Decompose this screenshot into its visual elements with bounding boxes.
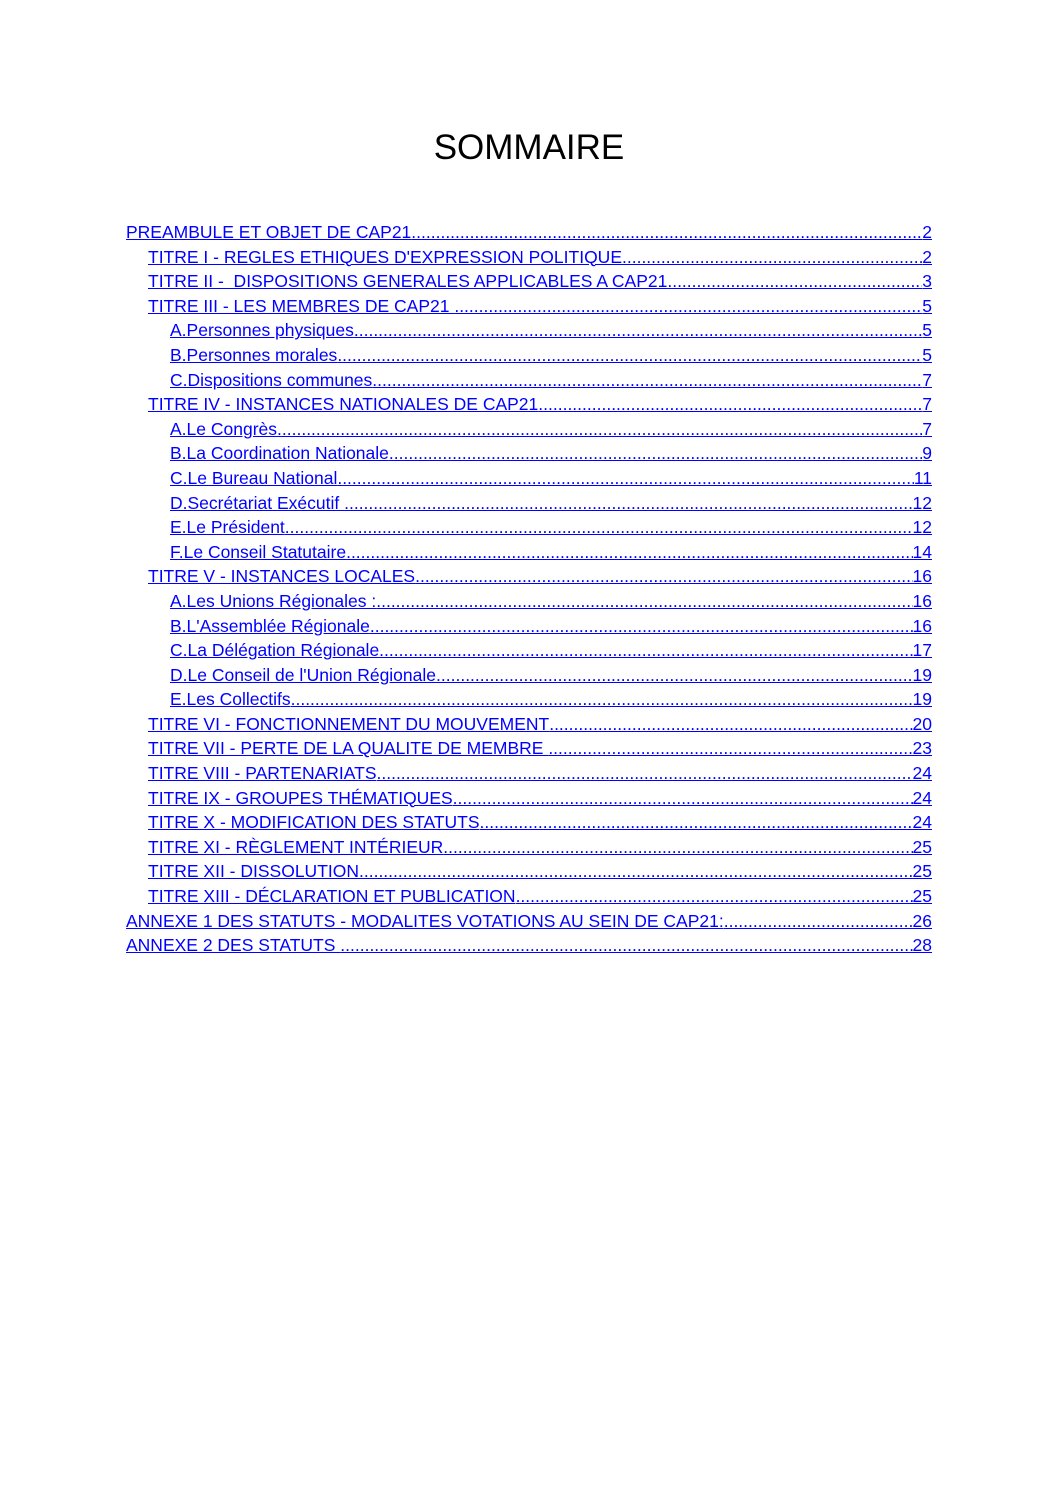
toc-entry-title: B.La Coordination Nationale xyxy=(170,443,389,464)
toc-entry[interactable] xyxy=(126,466,932,491)
toc-page-number: 2 xyxy=(922,246,932,267)
toc-page-number: 7 xyxy=(922,369,932,390)
toc-page-number: 24 xyxy=(912,763,932,784)
toc-dot-leader xyxy=(724,909,913,934)
toc-page-number: 24 xyxy=(912,787,932,808)
toc-entry-title: TITRE XI - RÈGLEMENT INTÉRIEUR xyxy=(148,836,444,857)
toc-entry[interactable] xyxy=(126,368,932,393)
toc-dot-leader xyxy=(389,441,922,466)
toc-page-number: 25 xyxy=(912,886,932,907)
toc-entry[interactable] xyxy=(126,786,932,811)
toc-dot-leader xyxy=(372,368,922,393)
toc-dot-leader xyxy=(377,761,913,786)
toc-entry-title: PREAMBULE ET OBJET DE CAP21 xyxy=(126,222,412,242)
toc-entry-title: C.La Délégation Régionale xyxy=(170,640,380,661)
toc-dot-leader xyxy=(411,220,922,245)
toc-entry-title: D.Secrétariat Exécutif xyxy=(170,492,345,513)
toc-entry[interactable] xyxy=(126,687,932,712)
toc-dot-leader xyxy=(415,564,912,589)
toc-entry-title: A.Les Unions Régionales : xyxy=(170,590,377,611)
toc-entry[interactable] xyxy=(126,441,932,466)
toc-page-number: 3 xyxy=(922,271,932,292)
table-of-contents xyxy=(126,220,932,958)
toc-entry[interactable] xyxy=(126,417,932,442)
toc-dot-leader xyxy=(667,269,922,294)
toc-dot-leader xyxy=(285,515,913,540)
toc-entry[interactable] xyxy=(126,294,932,319)
toc-page-number: 16 xyxy=(912,590,932,611)
toc-entry-title: TITRE IX - GROUPES THÉMATIQUES xyxy=(148,787,453,808)
toc-page-number: 17 xyxy=(912,640,932,661)
toc-entry-title: TITRE VIII - PARTENARIATS xyxy=(148,763,377,784)
toc-entry-title: D.Le Conseil de l'Union Régionale xyxy=(170,664,437,685)
toc-entry[interactable] xyxy=(126,859,932,884)
toc-entry[interactable] xyxy=(126,909,932,934)
toc-page-number: 24 xyxy=(912,812,932,833)
toc-entry-title: B.Personnes morales xyxy=(170,344,338,365)
toc-entry[interactable] xyxy=(126,810,932,835)
toc-dot-leader xyxy=(337,343,922,368)
toc-entry[interactable] xyxy=(126,933,932,958)
toc-page-number: 12 xyxy=(912,492,932,513)
toc-entry[interactable] xyxy=(126,614,932,639)
toc-page-number: 7 xyxy=(922,418,932,439)
toc-entry-title: TITRE III - LES MEMBRES DE CAP21 xyxy=(148,295,455,316)
toc-entry-title: F.Le Conseil Statutaire xyxy=(170,541,347,562)
toc-dot-leader xyxy=(346,540,912,565)
toc-entry-title: TITRE X - MODIFICATION DES STATUTS xyxy=(148,812,480,833)
toc-entry-title: ANNEXE 1 DES STATUTS - MODALITES VOTATIONS AU SEIN DE CAP21: xyxy=(126,910,724,931)
toc-page-number: 16 xyxy=(912,615,932,636)
toc-dot-leader xyxy=(291,687,913,712)
toc-entry-title: A.Personnes physiques xyxy=(170,320,354,341)
toc-page-number: 25 xyxy=(912,836,932,857)
toc-page-number: 16 xyxy=(912,566,932,587)
toc-page-number: 25 xyxy=(912,861,932,882)
toc-entry[interactable] xyxy=(126,736,932,761)
toc-entry[interactable] xyxy=(126,712,932,737)
toc-entry[interactable] xyxy=(126,318,932,343)
toc-entry-title: ANNEXE 2 DES STATUTS xyxy=(126,935,341,956)
toc-entry-title: TITRE XII - DISSOLUTION xyxy=(148,861,359,882)
toc-entry[interactable] xyxy=(126,540,932,565)
toc-page-number: 5 xyxy=(922,295,932,316)
toc-page-number: 19 xyxy=(912,664,932,685)
toc-entry-title: C.Dispositions communes xyxy=(170,369,373,390)
toc-page-number: 2 xyxy=(922,222,932,242)
toc-dot-leader xyxy=(436,663,913,688)
toc-entry[interactable] xyxy=(126,220,932,245)
toc-entry-title: TITRE II - DISPOSITIONS GENERALES APPLICABLES A CAP21 xyxy=(148,271,668,292)
toc-page-number: 23 xyxy=(912,738,932,759)
toc-dot-leader xyxy=(480,810,913,835)
toc-dot-leader xyxy=(538,392,922,417)
toc-page-number: 11 xyxy=(913,467,932,488)
toc-entry[interactable] xyxy=(126,343,932,368)
toc-entry-title: TITRE V - INSTANCES LOCALES xyxy=(148,566,416,587)
toc-dot-leader xyxy=(344,491,912,516)
toc-dot-leader xyxy=(370,614,913,639)
toc-dot-leader xyxy=(516,884,913,909)
toc-dot-leader xyxy=(340,933,912,958)
toc-entry-title: B.L'Assemblée Régionale xyxy=(170,615,370,636)
toc-page-number: 20 xyxy=(912,713,932,734)
toc-page-number: 26 xyxy=(912,910,932,931)
toc-entry[interactable] xyxy=(126,269,932,294)
toc-dot-leader xyxy=(376,589,912,614)
toc-page-number: 7 xyxy=(922,394,932,415)
toc-dot-leader xyxy=(443,835,912,860)
toc-entry-title: TITRE I - REGLES ETHIQUES D'EXPRESSION POLITIQUE xyxy=(148,246,622,267)
page-title: SOMMAIRE xyxy=(433,128,625,167)
toc-dot-leader xyxy=(277,417,922,442)
toc-dot-leader xyxy=(549,712,912,737)
toc-entry-title: TITRE IV - INSTANCES NATIONALES DE CAP21 xyxy=(148,394,539,415)
toc-entry-title: TITRE XIII - DÉCLARATION ET PUBLICATION xyxy=(148,886,516,907)
toc-entry-title: E.Les Collectifs xyxy=(170,689,291,710)
toc-entry[interactable] xyxy=(126,638,932,663)
toc-entry[interactable] xyxy=(126,491,932,516)
toc-entry[interactable] xyxy=(126,589,932,614)
toc-dot-leader xyxy=(548,736,912,761)
toc-page-number: 5 xyxy=(922,344,932,365)
toc-entry-title: TITRE VI - FONCTIONNEMENT DU MOUVEMENT xyxy=(148,713,550,734)
toc-entry-title: TITRE VII - PERTE DE LA QUALITE DE MEMBRE xyxy=(148,738,549,759)
toc-dot-leader xyxy=(337,466,914,491)
toc-page-number: 9 xyxy=(922,443,932,464)
toc-page-number: 12 xyxy=(912,517,932,538)
toc-dot-leader xyxy=(622,245,922,270)
toc-dot-leader xyxy=(453,786,913,811)
toc-page-number: 19 xyxy=(912,689,932,710)
toc-entry[interactable] xyxy=(126,761,932,786)
toc-entry[interactable] xyxy=(126,245,932,270)
toc-dot-leader xyxy=(354,318,922,343)
toc-entry[interactable] xyxy=(126,564,932,589)
toc-entry[interactable] xyxy=(126,392,932,417)
toc-entry-title: A.Le Congrès xyxy=(170,418,278,439)
toc-entry[interactable] xyxy=(126,663,932,688)
toc-page-number: 28 xyxy=(912,935,932,956)
toc-dot-leader xyxy=(379,638,912,663)
toc-dot-leader xyxy=(454,294,922,319)
toc-dot-leader xyxy=(359,859,913,884)
toc-page-number: 14 xyxy=(912,541,932,562)
toc-entry-title: C.Le Bureau National xyxy=(170,467,338,488)
toc-page-number: 5 xyxy=(922,320,932,341)
toc-entry-title: E.Le Président xyxy=(170,517,285,538)
toc-entry[interactable] xyxy=(126,884,932,909)
toc-entry[interactable] xyxy=(126,515,932,540)
toc-entry[interactable] xyxy=(126,835,932,860)
